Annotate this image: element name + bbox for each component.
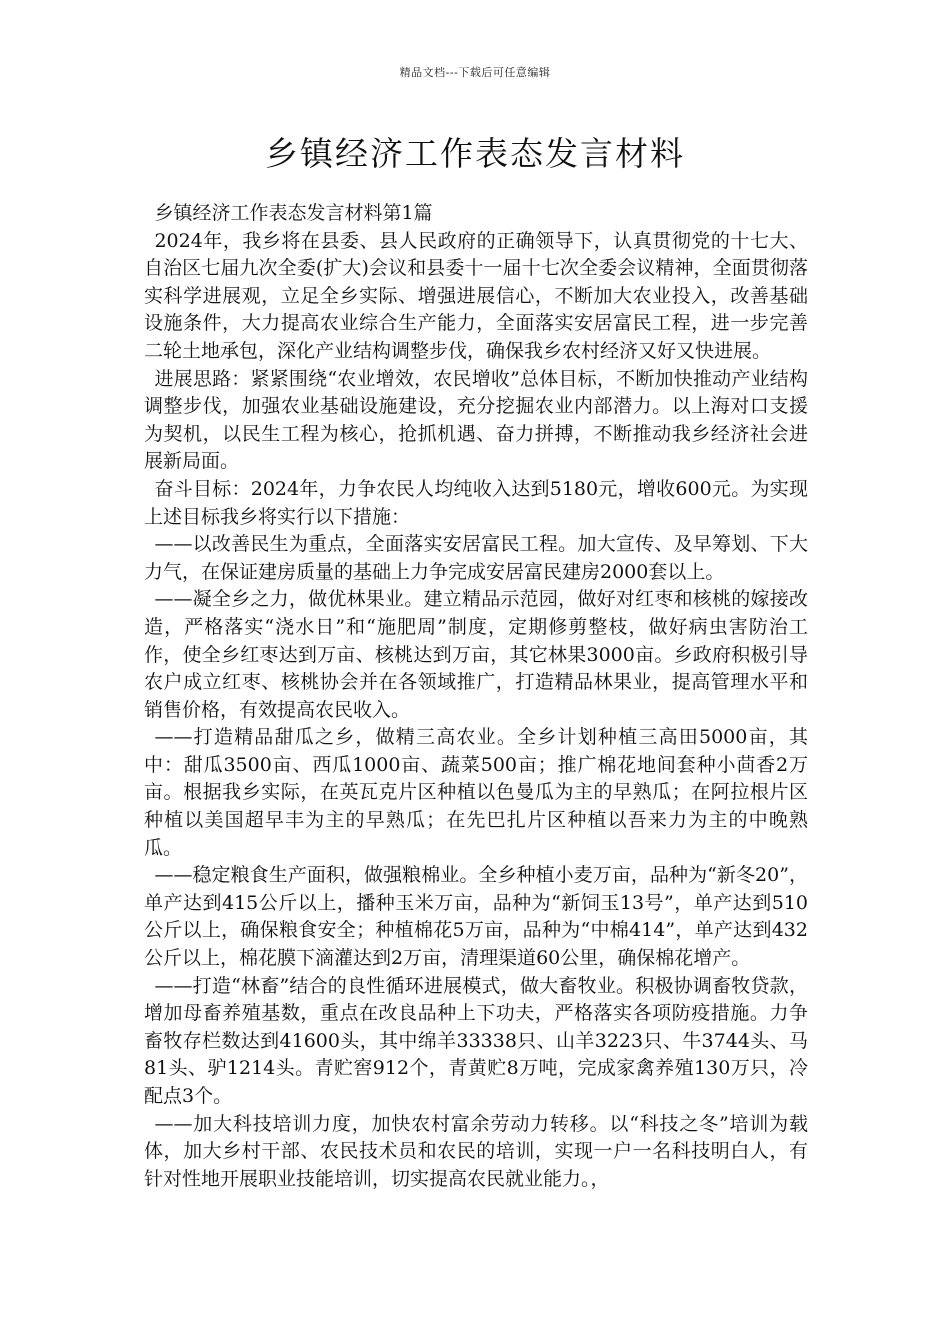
document-title: 乡镇经济工作表态发言材料 — [265, 134, 685, 173]
paragraph-melon: ——打造精品甜瓜之乡，做精三高农业。全乡计划种植三高田5000亩，其中：甜瓜3500亩、西瓜1000亩、蔬菜500亩；推广棉花地间套种小茴香2万亩。根据我乡实际，在英瓦克片区种植以色曼瓜为主的早熟瓜；在阿拉根片区种植以美国超早丰为主的早熟瓜；在先巴扎片区种植以吾来力为主的中晚熟瓜。 — [144, 726, 808, 859]
header-note: 精品文档---下载后可任意编辑 — [399, 66, 551, 79]
paragraph-intro: 2024年，我乡将在县委、县人民政府的正确领导下，认真贯彻党的十七大、自治区七届九次全委(扩大)会议和县委十一届十七次全委会议精神，全面贯彻落实科学进展观，立足全乡实际、增强进展信心，不断加大农业投入，改善基础设施条件，大力提高农业综合生产能力，全面落实安居富民工程，进一步完善二轮土地承包，深化产业结构调整步伐，确保我乡农村经济又好又快进展。 — [144, 229, 808, 362]
paragraph-grain-cotton: ——稳定粮食生产面积，做强粮棉业。全乡种植小麦万亩，品种为“新冬20”，单产达到415公斤以上，播种玉米万亩，品种为“新饲玉13号”，单产达到510公斤以上，确保粮食安全；种植棉花5万亩，品种为“中棉414”，单产达到432公斤以上，棉花膜下滴灌达到2万亩，清理渠道60公里，确保棉花增产。 — [144, 864, 808, 970]
paragraph-livestock: ——打造“林畜”结合的良性循环进展模式，做大畜牧业。积极协调畜牧贷款，增加母畜养殖基数，重点在改良品种上下功夫，严格落实各项防疫措施。力争畜牧存栏数达到41600头，其中绵羊33338只、山羊3223只、牛3744头、马81头、驴1214头。青贮窖912个，青黄贮8万吨，完成家禽养殖130万只，冷配点3个。 — [144, 974, 808, 1107]
paragraph-housing: ——以改善民生为重点，全面落实安居富民工程。加大宣传、及早筹划、下大力气，在保证建房质量的基础上力争完成安居富民建房2000套以上。 — [144, 533, 808, 583]
paragraph-goals: 奋斗目标：2024年，力争农民人均纯收入达到5180元，增收600元。为实现上述目标我乡将实行以下措施： — [144, 477, 808, 528]
paragraph-forestry: ——凝全乡之力，做优林果业。建立精品示范园，做好对红枣和核桃的嫁接改造，严格落实“浇水日”和“施肥周”制度，定期修剪整枝，做好病虫害防治工作，使全乡红枣达到万亩、核桃达到万亩，其它林果3000亩。乡政府积极引导农户成立红枣、核桃协会并在各领域推广，打造精品林果业，提高管理水平和销售价格，有效提高农民收入。 — [144, 588, 808, 721]
paragraph-training: ——加大科技培训力度，加快农村富余劳动力转移。以“科技之冬”培训为载体，加大乡村干部、农民技术员和农民的培训，实现一户一名科技明白人，有针对性地开展职业技能培训，切实提高农民就业能力。， — [144, 1112, 808, 1190]
document-body — [144, 200, 808, 1193]
paragraph-approach: 进展思路：紧紧围绕“农业增效，农民增收”总体目标，不断加快推动产业结构调整步伐，加强农业基础设施建设，充分挖掘农业内部潜力。以上海对口支援为契机，以民生工程为核心，抢抓机遇、奋力拼搏，不断推动我乡经济社会进展新局面。 — [144, 367, 808, 473]
section-heading: 乡镇经济工作表态发言材料第1篇 — [154, 202, 433, 224]
